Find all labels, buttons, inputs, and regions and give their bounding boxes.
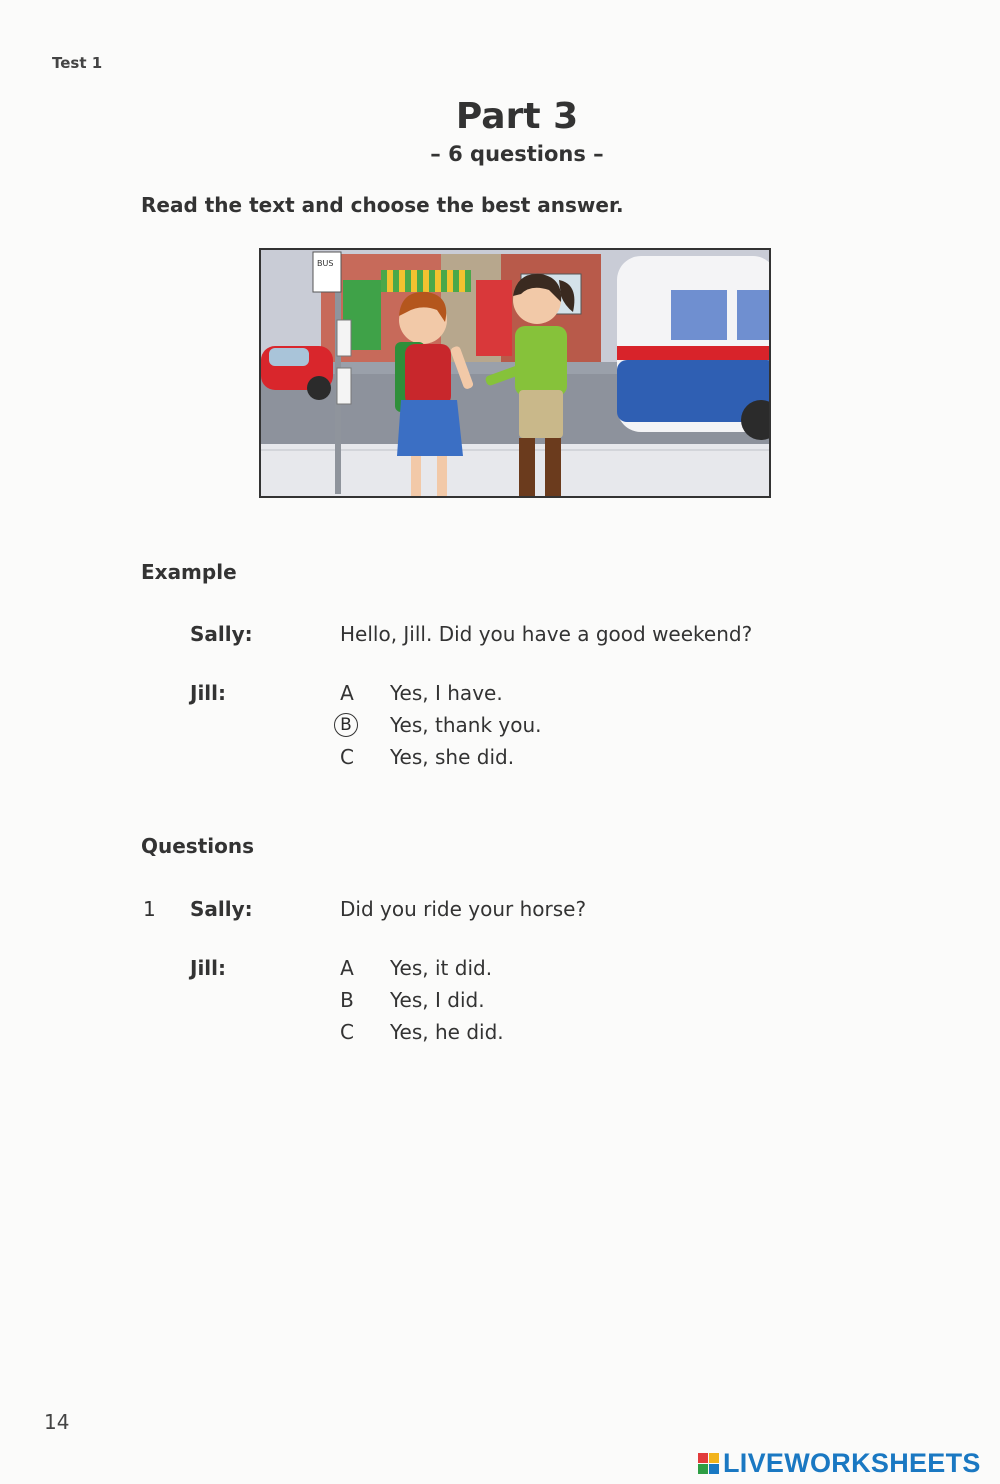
street-scene-illustration (259, 248, 771, 498)
question-option-a-letter[interactable]: A (340, 956, 354, 980)
question-prompt-speaker: Sally: (190, 897, 253, 921)
bus-stop-sign (313, 252, 341, 292)
girl-right-boot (519, 438, 535, 496)
girl-left-leg (411, 456, 421, 496)
page-number: 14 (44, 1410, 70, 1434)
bus-window-2 (737, 290, 769, 340)
question-number: 1 (143, 897, 156, 921)
liveworksheets-logo-icon (698, 1453, 719, 1474)
bus-red-stripe (617, 346, 769, 360)
awning-stripes (381, 270, 471, 292)
question-option-c-text[interactable]: Yes, he did. (390, 1020, 504, 1044)
street-scene-svg (261, 250, 769, 496)
question-option-b-letter[interactable]: B (340, 988, 354, 1012)
example-option-b-letter: B (340, 715, 352, 735)
test-label: Test 1 (52, 54, 103, 72)
instruction-text: Read the text and choose the best answer. (141, 193, 624, 217)
car-window (269, 348, 309, 366)
questions-heading: Questions (141, 834, 255, 858)
question-answer-speaker: Jill: (190, 956, 227, 980)
bus-sign-text: BUS (317, 259, 334, 268)
girl-right-trousers (519, 390, 563, 438)
example-option-a-text: Yes, I have. (390, 681, 503, 705)
girl-left-skirt (397, 400, 463, 456)
girl-right-shirt (515, 326, 567, 396)
question-prompt: Did you ride your horse? (340, 897, 587, 921)
liveworksheets-brand[interactable] (698, 1448, 981, 1479)
example-heading: Example (141, 560, 237, 584)
example-option-c-letter: C (340, 745, 354, 769)
car-wheel (307, 376, 331, 400)
question-option-b-text[interactable]: Yes, I did. (390, 988, 485, 1012)
red-door (476, 280, 512, 356)
timetable-board (337, 320, 351, 356)
liveworksheets-text: LIVEWORKSHEETS (723, 1448, 981, 1478)
page-subtitle: – 6 questions – (430, 142, 604, 166)
question-option-a-text[interactable]: Yes, it did. (390, 956, 493, 980)
example-answer-speaker: Jill: (190, 681, 227, 705)
example-option-c-text: Yes, she did. (390, 745, 515, 769)
question-option-c-letter[interactable]: C (340, 1020, 354, 1044)
example-prompt-speaker: Sally: (190, 622, 253, 646)
girl-right-boot-2 (545, 438, 561, 496)
girl-left-leg-2 (437, 456, 447, 496)
example-prompt: Hello, Jill. Did you have a good weekend? (340, 622, 753, 646)
bus-window (671, 290, 727, 340)
page-title: Part 3 (455, 96, 579, 137)
girl-left-shirt (405, 344, 451, 406)
timetable-board-2 (337, 368, 351, 404)
example-option-b-text: Yes, thank you. (390, 713, 542, 737)
example-option-b-selected (334, 713, 358, 737)
example-option-a-letter: A (340, 681, 354, 705)
